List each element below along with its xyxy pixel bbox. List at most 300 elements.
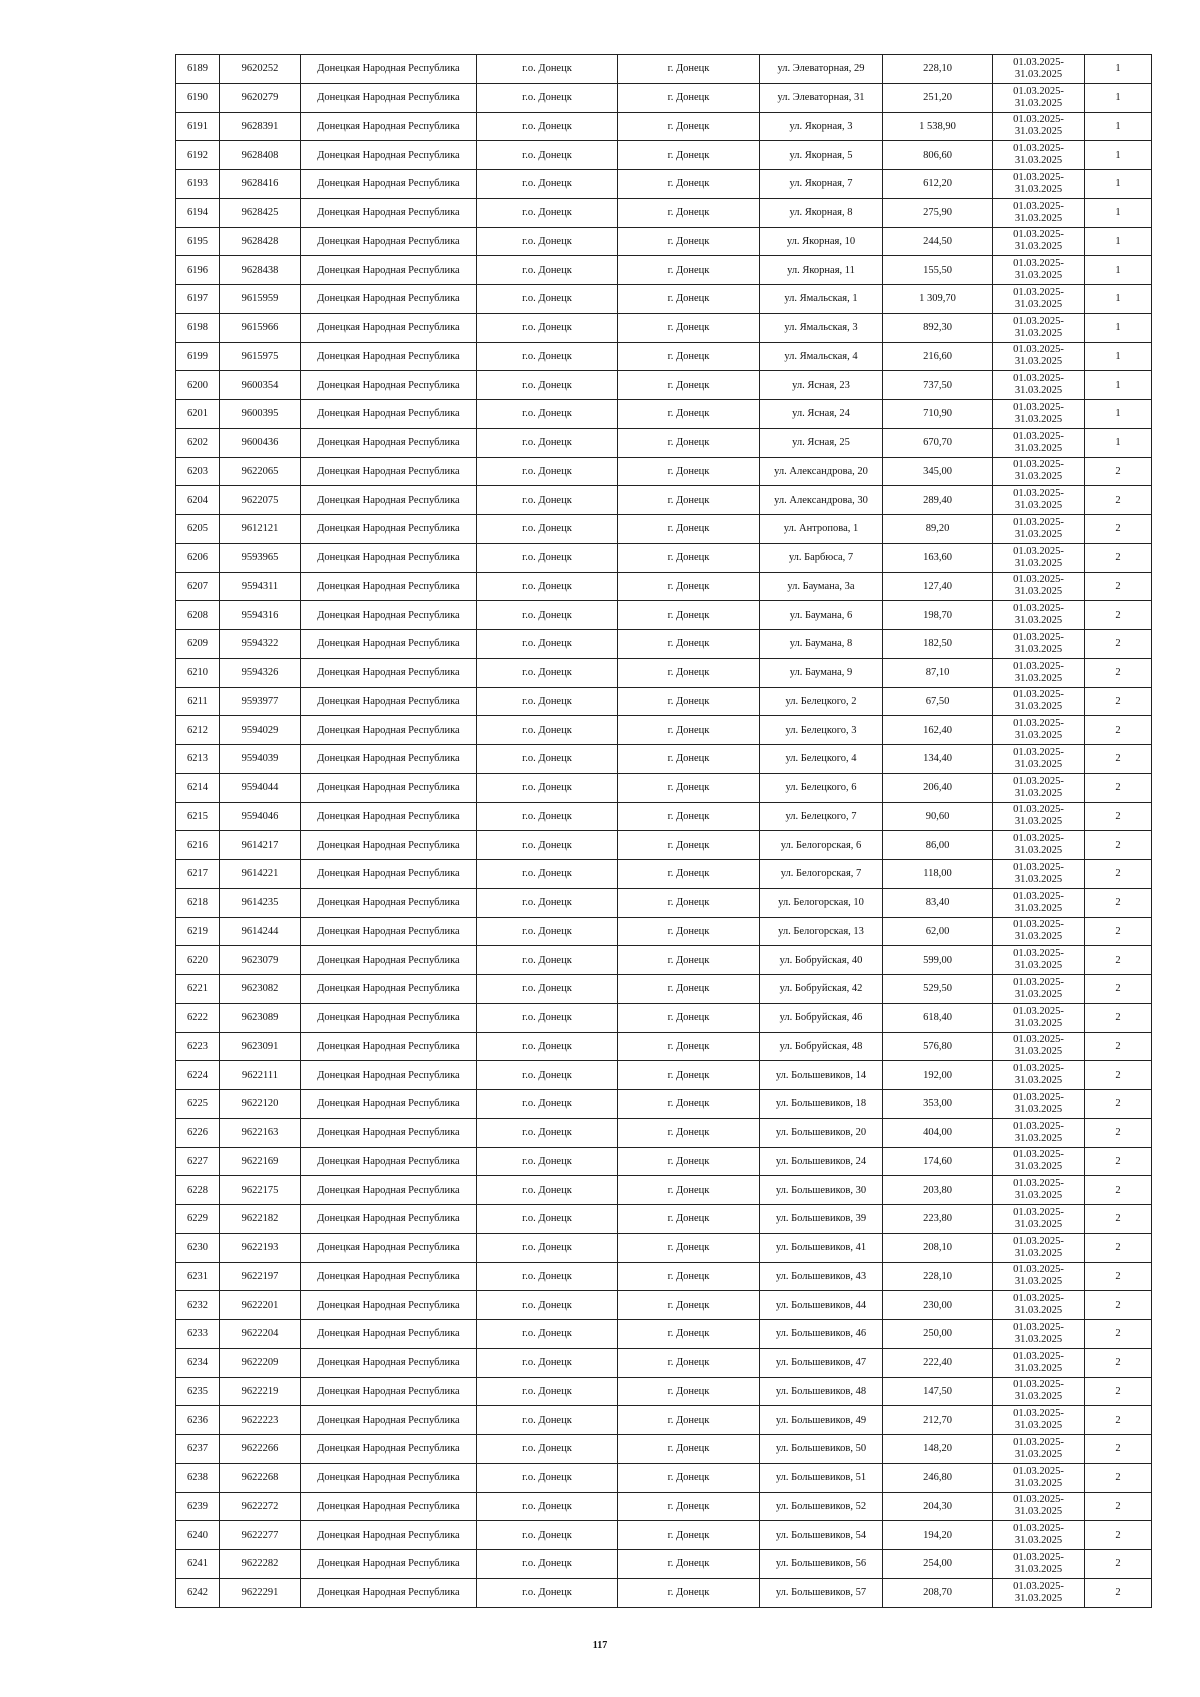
settlement-cell: г. Донецк <box>618 888 760 917</box>
municipal-district-cell: г.о. Донецк <box>477 745 618 774</box>
period-cell: 01.03.2025- 31.03.2025 <box>993 687 1085 716</box>
priority-cell: 2 <box>1085 687 1152 716</box>
row-number-cell: 6223 <box>176 1032 220 1061</box>
period-cell: 01.03.2025- 31.03.2025 <box>993 1320 1085 1349</box>
region-cell: Донецкая Народная Республика <box>301 630 477 659</box>
municipal-district-cell: г.о. Донецк <box>477 543 618 572</box>
address-cell: ул. Александрова, 30 <box>760 486 883 515</box>
priority-cell: 2 <box>1085 1377 1152 1406</box>
area-cell: 529,50 <box>883 975 993 1004</box>
municipal-district-cell: г.о. Донецк <box>477 1435 618 1464</box>
period-cell: 01.03.2025- 31.03.2025 <box>993 1578 1085 1607</box>
region-cell: Донецкая Народная Республика <box>301 371 477 400</box>
area-cell: 90,60 <box>883 802 993 831</box>
settlement-cell: г. Донецк <box>618 428 760 457</box>
municipal-district-cell: г.о. Донецк <box>477 687 618 716</box>
address-cell: ул. Большевиков, 44 <box>760 1291 883 1320</box>
row-number-cell: 6204 <box>176 486 220 515</box>
table-row <box>176 860 1152 889</box>
address-cell: ул. Большевиков, 51 <box>760 1463 883 1492</box>
table-row <box>176 227 1152 256</box>
object-id-cell: 9622175 <box>220 1176 301 1205</box>
priority-cell: 2 <box>1085 716 1152 745</box>
municipal-district-cell: г.о. Донецк <box>477 1550 618 1579</box>
priority-cell: 1 <box>1085 112 1152 141</box>
row-number-cell: 6211 <box>176 687 220 716</box>
table-row <box>176 1118 1152 1147</box>
area-cell: 230,00 <box>883 1291 993 1320</box>
period-cell: 01.03.2025- 31.03.2025 <box>993 946 1085 975</box>
area-cell: 203,80 <box>883 1176 993 1205</box>
priority-cell: 2 <box>1085 831 1152 860</box>
row-number-cell: 6215 <box>176 802 220 831</box>
municipal-district-cell: г.о. Донецк <box>477 1348 618 1377</box>
municipal-district-cell: г.о. Донецк <box>477 572 618 601</box>
settlement-cell: г. Донецк <box>618 860 760 889</box>
settlement-cell: г. Донецк <box>618 802 760 831</box>
period-cell: 01.03.2025- 31.03.2025 <box>993 888 1085 917</box>
area-cell: 576,80 <box>883 1032 993 1061</box>
region-cell: Донецкая Народная Республика <box>301 1521 477 1550</box>
row-number-cell: 6219 <box>176 917 220 946</box>
period-cell: 01.03.2025- 31.03.2025 <box>993 1003 1085 1032</box>
area-cell: 353,00 <box>883 1090 993 1119</box>
region-cell: Донецкая Народная Республика <box>301 543 477 572</box>
region-cell: Донецкая Народная Республика <box>301 572 477 601</box>
object-id-cell: 9614235 <box>220 888 301 917</box>
area-cell: 62,00 <box>883 917 993 946</box>
region-cell: Донецкая Народная Республика <box>301 227 477 256</box>
region-cell: Донецкая Народная Республика <box>301 917 477 946</box>
object-id-cell: 9612121 <box>220 515 301 544</box>
row-number-cell: 6218 <box>176 888 220 917</box>
address-cell: ул. Барбюса, 7 <box>760 543 883 572</box>
period-cell: 01.03.2025- 31.03.2025 <box>993 773 1085 802</box>
period-cell: 01.03.2025- 31.03.2025 <box>993 198 1085 227</box>
settlement-cell: г. Донецк <box>618 141 760 170</box>
address-cell: ул. Белецкого, 7 <box>760 802 883 831</box>
period-cell: 01.03.2025- 31.03.2025 <box>993 1406 1085 1435</box>
row-number-cell: 6201 <box>176 400 220 429</box>
row-number-cell: 6228 <box>176 1176 220 1205</box>
settlement-cell: г. Донецк <box>618 486 760 515</box>
row-number-cell: 6194 <box>176 198 220 227</box>
priority-cell: 2 <box>1085 1550 1152 1579</box>
priority-cell: 2 <box>1085 1147 1152 1176</box>
area-cell: 223,80 <box>883 1205 993 1234</box>
object-id-cell: 9594039 <box>220 745 301 774</box>
address-cell: ул. Баумана, 3а <box>760 572 883 601</box>
period-cell: 01.03.2025- 31.03.2025 <box>993 1377 1085 1406</box>
region-cell: Донецкая Народная Республика <box>301 141 477 170</box>
address-cell: ул. Ясная, 23 <box>760 371 883 400</box>
period-cell: 01.03.2025- 31.03.2025 <box>993 1435 1085 1464</box>
object-id-cell: 9622182 <box>220 1205 301 1234</box>
priority-cell: 2 <box>1085 1262 1152 1291</box>
object-id-cell: 9628408 <box>220 141 301 170</box>
row-number-cell: 6224 <box>176 1061 220 1090</box>
object-id-cell: 9620252 <box>220 55 301 84</box>
address-cell: ул. Бобруйская, 42 <box>760 975 883 1004</box>
municipal-district-cell: г.о. Донецк <box>477 112 618 141</box>
period-cell: 01.03.2025- 31.03.2025 <box>993 860 1085 889</box>
object-id-cell: 9622065 <box>220 457 301 486</box>
period-cell: 01.03.2025- 31.03.2025 <box>993 745 1085 774</box>
table-row <box>176 371 1152 400</box>
address-cell: ул. Якорная, 7 <box>760 170 883 199</box>
municipal-district-cell: г.о. Донецк <box>477 486 618 515</box>
settlement-cell: г. Донецк <box>618 658 760 687</box>
priority-cell: 2 <box>1085 1233 1152 1262</box>
address-cell: ул. Ямальская, 4 <box>760 342 883 371</box>
municipal-district-cell: г.о. Донецк <box>477 313 618 342</box>
region-cell: Донецкая Народная Республика <box>301 428 477 457</box>
area-cell: 289,40 <box>883 486 993 515</box>
settlement-cell: г. Донецк <box>618 543 760 572</box>
object-id-cell: 9623089 <box>220 1003 301 1032</box>
priority-cell: 2 <box>1085 1320 1152 1349</box>
address-cell: ул. Бобруйская, 40 <box>760 946 883 975</box>
settlement-cell: г. Донецк <box>618 227 760 256</box>
object-id-cell: 9622193 <box>220 1233 301 1262</box>
table-row <box>176 1233 1152 1262</box>
municipal-district-cell: г.о. Донецк <box>477 1492 618 1521</box>
table-row <box>176 1578 1152 1607</box>
row-number-cell: 6239 <box>176 1492 220 1521</box>
row-number-cell: 6231 <box>176 1262 220 1291</box>
priority-cell: 2 <box>1085 1348 1152 1377</box>
priority-cell: 2 <box>1085 1205 1152 1234</box>
object-id-cell: 9628428 <box>220 227 301 256</box>
municipal-district-cell: г.о. Донецк <box>477 773 618 802</box>
row-number-cell: 6189 <box>176 55 220 84</box>
period-cell: 01.03.2025- 31.03.2025 <box>993 400 1085 429</box>
address-cell: ул. Белецкого, 3 <box>760 716 883 745</box>
settlement-cell: г. Донецк <box>618 1348 760 1377</box>
row-number-cell: 6198 <box>176 313 220 342</box>
table-row <box>176 1377 1152 1406</box>
object-id-cell: 9622219 <box>220 1377 301 1406</box>
address-cell: ул. Большевиков, 20 <box>760 1118 883 1147</box>
period-cell: 01.03.2025- 31.03.2025 <box>993 83 1085 112</box>
region-cell: Донецкая Народная Республика <box>301 1406 477 1435</box>
page-number: 117 <box>592 1640 608 1651</box>
object-id-cell: 9615959 <box>220 285 301 314</box>
address-cell: ул. Белогорская, 7 <box>760 860 883 889</box>
table-row <box>176 773 1152 802</box>
settlement-cell: г. Донецк <box>618 1262 760 1291</box>
region-cell: Донецкая Народная Республика <box>301 1205 477 1234</box>
table-row <box>176 658 1152 687</box>
registry-table-body <box>176 55 1152 1608</box>
municipal-district-cell: г.о. Донецк <box>477 802 618 831</box>
settlement-cell: г. Донецк <box>618 630 760 659</box>
settlement-cell: г. Донецк <box>618 112 760 141</box>
object-id-cell: 9594316 <box>220 601 301 630</box>
region-cell: Донецкая Народная Республика <box>301 313 477 342</box>
row-number-cell: 6238 <box>176 1463 220 1492</box>
table-row <box>176 1521 1152 1550</box>
priority-cell: 1 <box>1085 313 1152 342</box>
region-cell: Донецкая Народная Республика <box>301 1492 477 1521</box>
address-cell: ул. Большевиков, 48 <box>760 1377 883 1406</box>
municipal-district-cell: г.о. Донецк <box>477 457 618 486</box>
period-cell: 01.03.2025- 31.03.2025 <box>993 112 1085 141</box>
region-cell: Донецкая Народная Республика <box>301 198 477 227</box>
region-cell: Донецкая Народная Республика <box>301 285 477 314</box>
priority-cell: 2 <box>1085 543 1152 572</box>
municipal-district-cell: г.о. Донецк <box>477 141 618 170</box>
row-number-cell: 6230 <box>176 1233 220 1262</box>
area-cell: 216,60 <box>883 342 993 371</box>
settlement-cell: г. Донецк <box>618 687 760 716</box>
row-number-cell: 6214 <box>176 773 220 802</box>
municipal-district-cell: г.о. Донецк <box>477 1262 618 1291</box>
priority-cell: 1 <box>1085 55 1152 84</box>
row-number-cell: 6242 <box>176 1578 220 1607</box>
row-number-cell: 6207 <box>176 572 220 601</box>
row-number-cell: 6221 <box>176 975 220 1004</box>
table-row <box>176 975 1152 1004</box>
region-cell: Донецкая Народная Республика <box>301 1550 477 1579</box>
settlement-cell: г. Донецк <box>618 1118 760 1147</box>
row-number-cell: 6203 <box>176 457 220 486</box>
region-cell: Донецкая Народная Республика <box>301 601 477 630</box>
period-cell: 01.03.2025- 31.03.2025 <box>993 1118 1085 1147</box>
area-cell: 892,30 <box>883 313 993 342</box>
table-row <box>176 1492 1152 1521</box>
priority-cell: 2 <box>1085 1291 1152 1320</box>
row-number-cell: 6216 <box>176 831 220 860</box>
priority-cell: 2 <box>1085 486 1152 515</box>
municipal-district-cell: г.о. Донецк <box>477 716 618 745</box>
settlement-cell: г. Донецк <box>618 831 760 860</box>
priority-cell: 2 <box>1085 1463 1152 1492</box>
table-row <box>176 1291 1152 1320</box>
object-id-cell: 9622223 <box>220 1406 301 1435</box>
period-cell: 01.03.2025- 31.03.2025 <box>993 371 1085 400</box>
municipal-district-cell: г.о. Донецк <box>477 227 618 256</box>
area-cell: 194,20 <box>883 1521 993 1550</box>
priority-cell: 2 <box>1085 917 1152 946</box>
settlement-cell: г. Донецк <box>618 515 760 544</box>
table-row <box>176 1061 1152 1090</box>
row-number-cell: 6212 <box>176 716 220 745</box>
object-id-cell: 9622277 <box>220 1521 301 1550</box>
municipal-district-cell: г.о. Донецк <box>477 371 618 400</box>
settlement-cell: г. Донецк <box>618 1492 760 1521</box>
region-cell: Донецкая Народная Республика <box>301 1348 477 1377</box>
period-cell: 01.03.2025- 31.03.2025 <box>993 1090 1085 1119</box>
region-cell: Донецкая Народная Республика <box>301 1578 477 1607</box>
region-cell: Донецкая Народная Республика <box>301 975 477 1004</box>
table-row <box>176 112 1152 141</box>
area-cell: 246,80 <box>883 1463 993 1492</box>
period-cell: 01.03.2025- 31.03.2025 <box>993 1061 1085 1090</box>
settlement-cell: г. Донецк <box>618 170 760 199</box>
address-cell: ул. Якорная, 8 <box>760 198 883 227</box>
address-cell: ул. Большевиков, 49 <box>760 1406 883 1435</box>
municipal-district-cell: г.о. Донецк <box>477 1377 618 1406</box>
settlement-cell: г. Донецк <box>618 745 760 774</box>
table-row <box>176 601 1152 630</box>
period-cell: 01.03.2025- 31.03.2025 <box>993 170 1085 199</box>
period-cell: 01.03.2025- 31.03.2025 <box>993 486 1085 515</box>
address-cell: ул. Якорная, 5 <box>760 141 883 170</box>
area-cell: 155,50 <box>883 256 993 285</box>
municipal-district-cell: г.о. Донецк <box>477 1147 618 1176</box>
period-cell: 01.03.2025- 31.03.2025 <box>993 313 1085 342</box>
settlement-cell: г. Донецк <box>618 83 760 112</box>
address-cell: ул. Белецкого, 2 <box>760 687 883 716</box>
row-number-cell: 6190 <box>176 83 220 112</box>
address-cell: ул. Большевиков, 56 <box>760 1550 883 1579</box>
priority-cell: 1 <box>1085 400 1152 429</box>
area-cell: 618,40 <box>883 1003 993 1032</box>
settlement-cell: г. Донецк <box>618 400 760 429</box>
settlement-cell: г. Донецк <box>618 342 760 371</box>
region-cell: Донецкая Народная Республика <box>301 802 477 831</box>
area-cell: 83,40 <box>883 888 993 917</box>
row-number-cell: 6236 <box>176 1406 220 1435</box>
priority-cell: 1 <box>1085 141 1152 170</box>
row-number-cell: 6220 <box>176 946 220 975</box>
municipal-district-cell: г.о. Донецк <box>477 860 618 889</box>
period-cell: 01.03.2025- 31.03.2025 <box>993 1233 1085 1262</box>
table-row <box>176 572 1152 601</box>
settlement-cell: г. Донецк <box>618 946 760 975</box>
region-cell: Донецкая Народная Республика <box>301 486 477 515</box>
priority-cell: 2 <box>1085 457 1152 486</box>
settlement-cell: г. Донецк <box>618 773 760 802</box>
table-row <box>176 198 1152 227</box>
object-id-cell: 9614217 <box>220 831 301 860</box>
priority-cell: 2 <box>1085 1521 1152 1550</box>
address-cell: ул. Большевиков, 24 <box>760 1147 883 1176</box>
settlement-cell: г. Донецк <box>618 371 760 400</box>
region-cell: Донецкая Народная Республика <box>301 342 477 371</box>
priority-cell: 2 <box>1085 630 1152 659</box>
region-cell: Донецкая Народная Республика <box>301 716 477 745</box>
region-cell: Донецкая Народная Республика <box>301 1320 477 1349</box>
address-cell: ул. Белогорская, 13 <box>760 917 883 946</box>
municipal-district-cell: г.о. Донецк <box>477 1090 618 1119</box>
row-number-cell: 6208 <box>176 601 220 630</box>
priority-cell: 2 <box>1085 745 1152 774</box>
priority-cell: 1 <box>1085 342 1152 371</box>
object-id-cell: 9628416 <box>220 170 301 199</box>
region-cell: Донецкая Народная Республика <box>301 831 477 860</box>
area-cell: 1 538,90 <box>883 112 993 141</box>
priority-cell: 1 <box>1085 371 1152 400</box>
period-cell: 01.03.2025- 31.03.2025 <box>993 1463 1085 1492</box>
object-id-cell: 9623082 <box>220 975 301 1004</box>
period-cell: 01.03.2025- 31.03.2025 <box>993 55 1085 84</box>
period-cell: 01.03.2025- 31.03.2025 <box>993 1348 1085 1377</box>
priority-cell: 2 <box>1085 888 1152 917</box>
priority-cell: 2 <box>1085 1003 1152 1032</box>
settlement-cell: г. Донецк <box>618 1550 760 1579</box>
row-number-cell: 6240 <box>176 1521 220 1550</box>
row-number-cell: 6197 <box>176 285 220 314</box>
settlement-cell: г. Донецк <box>618 1578 760 1607</box>
region-cell: Донецкая Народная Республика <box>301 860 477 889</box>
table-row <box>176 1176 1152 1205</box>
address-cell: ул. Александрова, 20 <box>760 457 883 486</box>
region-cell: Донецкая Народная Республика <box>301 946 477 975</box>
priority-cell: 2 <box>1085 1435 1152 1464</box>
municipal-district-cell: г.о. Донецк <box>477 1463 618 1492</box>
priority-cell: 1 <box>1085 83 1152 112</box>
area-cell: 212,70 <box>883 1406 993 1435</box>
region-cell: Донецкая Народная Республика <box>301 1176 477 1205</box>
priority-cell: 1 <box>1085 428 1152 457</box>
row-number-cell: 6234 <box>176 1348 220 1377</box>
table-row <box>176 1090 1152 1119</box>
area-cell: 1 309,70 <box>883 285 993 314</box>
registry-table <box>175 54 1152 1608</box>
address-cell: ул. Большевиков, 30 <box>760 1176 883 1205</box>
address-cell: ул. Белецкого, 6 <box>760 773 883 802</box>
settlement-cell: г. Донецк <box>618 313 760 342</box>
municipal-district-cell: г.о. Донецк <box>477 975 618 1004</box>
municipal-district-cell: г.о. Донецк <box>477 285 618 314</box>
area-cell: 148,20 <box>883 1435 993 1464</box>
period-cell: 01.03.2025- 31.03.2025 <box>993 917 1085 946</box>
area-cell: 182,50 <box>883 630 993 659</box>
table-row <box>176 400 1152 429</box>
row-number-cell: 6233 <box>176 1320 220 1349</box>
municipal-district-cell: г.о. Донецк <box>477 1061 618 1090</box>
municipal-district-cell: г.о. Донецк <box>477 1032 618 1061</box>
period-cell: 01.03.2025- 31.03.2025 <box>993 457 1085 486</box>
object-id-cell: 9594046 <box>220 802 301 831</box>
region-cell: Донецкая Народная Республика <box>301 773 477 802</box>
object-id-cell: 9622209 <box>220 1348 301 1377</box>
period-cell: 01.03.2025- 31.03.2025 <box>993 1492 1085 1521</box>
settlement-cell: г. Донецк <box>618 457 760 486</box>
table-row <box>176 83 1152 112</box>
municipal-district-cell: г.о. Донецк <box>477 400 618 429</box>
table-row <box>176 630 1152 659</box>
municipal-district-cell: г.о. Донецк <box>477 831 618 860</box>
settlement-cell: г. Донецк <box>618 1406 760 1435</box>
period-cell: 01.03.2025- 31.03.2025 <box>993 1205 1085 1234</box>
object-id-cell: 9594044 <box>220 773 301 802</box>
priority-cell: 2 <box>1085 1406 1152 1435</box>
priority-cell: 2 <box>1085 601 1152 630</box>
object-id-cell: 9622163 <box>220 1118 301 1147</box>
period-cell: 01.03.2025- 31.03.2025 <box>993 802 1085 831</box>
area-cell: 806,60 <box>883 141 993 170</box>
period-cell: 01.03.2025- 31.03.2025 <box>993 975 1085 1004</box>
region-cell: Донецкая Народная Республика <box>301 400 477 429</box>
municipal-district-cell: г.о. Донецк <box>477 1578 618 1607</box>
area-cell: 228,10 <box>883 55 993 84</box>
row-number-cell: 6241 <box>176 1550 220 1579</box>
address-cell: ул. Бобруйская, 48 <box>760 1032 883 1061</box>
area-cell: 86,00 <box>883 831 993 860</box>
settlement-cell: г. Донецк <box>618 1435 760 1464</box>
period-cell: 01.03.2025- 31.03.2025 <box>993 1262 1085 1291</box>
object-id-cell: 9615975 <box>220 342 301 371</box>
table-row <box>176 946 1152 975</box>
table-row <box>176 1032 1152 1061</box>
object-id-cell: 9593977 <box>220 687 301 716</box>
period-cell: 01.03.2025- 31.03.2025 <box>993 428 1085 457</box>
row-number-cell: 6202 <box>176 428 220 457</box>
address-cell: ул. Белецкого, 4 <box>760 745 883 774</box>
